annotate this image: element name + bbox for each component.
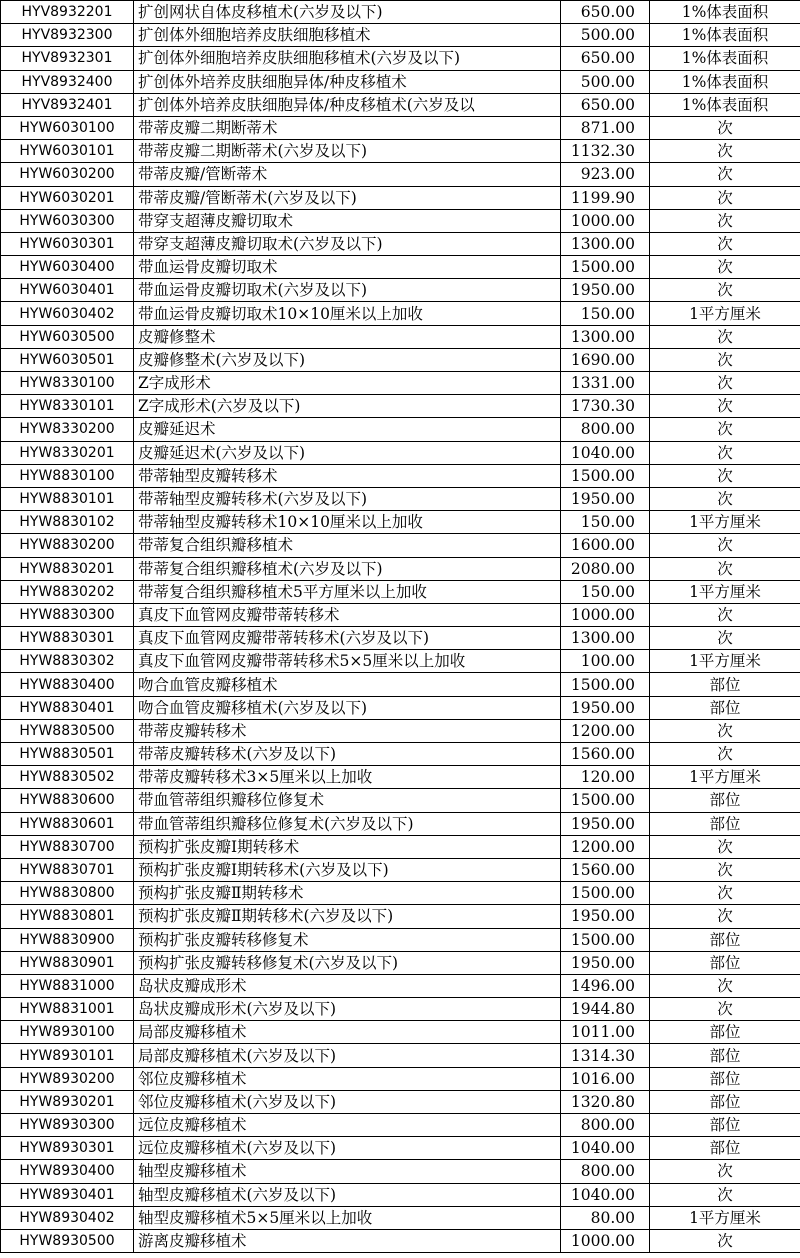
item-code-cell: HYW6030300 [1,209,134,232]
unit-cell: 次 [650,743,800,766]
price-cell: 1300.00 [561,627,650,650]
price-cell: 1500.00 [561,789,650,812]
table-row [1,603,800,626]
price-cell: 150.00 [561,580,650,603]
item-name-cell: 远位皮瓣移植术 [134,1114,561,1137]
item-name-cell: 预构扩张皮瓣Ⅰ期转移术(六岁及以下) [134,858,561,881]
item-name-cell: 岛状皮瓣成形术(六岁及以下) [134,998,561,1021]
item-name-cell: 真皮下血管网皮瓣带蒂转移术5×5厘米以上加收 [134,650,561,673]
item-name-cell: 带血运骨皮瓣切取术10×10厘米以上加收 [134,302,561,325]
item-code-cell: HYW8830100 [1,464,134,487]
item-name-cell: 预构扩张皮瓣Ⅱ期转移术(六岁及以下) [134,905,561,928]
item-name-cell: 皮瓣修整术 [134,325,561,348]
item-name-cell: 真皮下血管网皮瓣带蒂转移术(六岁及以下) [134,627,561,650]
price-cell: 1950.00 [561,951,650,974]
unit-cell: 次 [650,325,800,348]
item-code-cell: HYW8831000 [1,974,134,997]
table-row [1,1137,800,1160]
item-code-cell: HYW8930402 [1,1206,134,1229]
table-row [1,673,800,696]
item-name-cell: 皮瓣修整术(六岁及以下) [134,348,561,371]
item-name-cell: 岛状皮瓣成形术 [134,974,561,997]
price-cell: 1000.00 [561,1229,650,1252]
unit-cell: 部位 [650,928,800,951]
unit-cell: 次 [650,441,800,464]
table-row [1,70,800,93]
unit-cell: 1%体表面积 [650,1,800,24]
price-cell: 1314.30 [561,1044,650,1067]
price-cell: 1200.00 [561,835,650,858]
price-cell: 1016.00 [561,1067,650,1090]
table-row [1,256,800,279]
item-code-cell: HYV8932300 [1,24,134,47]
price-cell: 1560.00 [561,743,650,766]
table-row [1,928,800,951]
unit-cell: 次 [650,627,800,650]
table-row [1,580,800,603]
item-name-cell: Z字成形术 [134,372,561,395]
table-row [1,47,800,70]
item-code-cell: HYW8830800 [1,882,134,905]
table-row [1,1067,800,1090]
unit-cell: 部位 [650,812,800,835]
table-row [1,905,800,928]
table-row [1,951,800,974]
unit-cell: 次 [650,418,800,441]
item-code-cell: HYW8830202 [1,580,134,603]
table-row [1,24,800,47]
unit-cell: 次 [650,163,800,186]
table-row [1,232,800,255]
price-cell: 150.00 [561,302,650,325]
item-code-cell: HYW8930201 [1,1090,134,1113]
table-row [1,1114,800,1137]
unit-cell: 次 [650,1183,800,1206]
table-row [1,719,800,742]
item-name-cell: Z字成形术(六岁及以下) [134,395,561,418]
table-row [1,882,800,905]
price-cell: 1950.00 [561,905,650,928]
item-code-cell: HYW8830101 [1,487,134,510]
price-cell: 1950.00 [561,279,650,302]
unit-cell: 次 [650,395,800,418]
unit-cell: 次 [650,557,800,580]
price-cell: 500.00 [561,24,650,47]
item-code-cell: HYW8830201 [1,557,134,580]
unit-cell: 部位 [650,673,800,696]
unit-cell: 部位 [650,789,800,812]
price-cell: 1000.00 [561,209,650,232]
price-cell: 923.00 [561,163,650,186]
item-code-cell: HYW8330201 [1,441,134,464]
unit-cell: 1平方厘米 [650,511,800,534]
item-code-cell: HYW8930400 [1,1160,134,1183]
price-cell: 1560.00 [561,858,650,881]
item-code-cell: HYW8831001 [1,998,134,1021]
item-name-cell: 带蒂皮瓣/管断蒂术 [134,163,561,186]
unit-cell: 1%体表面积 [650,93,800,116]
table-row [1,511,800,534]
unit-cell: 1%体表面积 [650,24,800,47]
price-cell: 1040.00 [561,1137,650,1160]
unit-cell: 1平方厘米 [650,580,800,603]
price-cell: 1500.00 [561,464,650,487]
item-name-cell: 预构扩张皮瓣Ⅱ期转移术 [134,882,561,905]
price-cell: 500.00 [561,70,650,93]
table-row [1,534,800,557]
item-name-cell: 真皮下血管网皮瓣带蒂转移术 [134,603,561,626]
item-code-cell: HYW6030201 [1,186,134,209]
item-code-cell: HYW8330200 [1,418,134,441]
item-name-cell: 预构扩张皮瓣转移修复术 [134,928,561,951]
unit-cell: 次 [650,835,800,858]
price-cell: 1500.00 [561,882,650,905]
item-code-cell: HYW8930500 [1,1229,134,1252]
price-cell: 1040.00 [561,441,650,464]
price-cell: 1500.00 [561,673,650,696]
price-cell: 650.00 [561,47,650,70]
price-cell: 1300.00 [561,325,650,348]
table-row [1,302,800,325]
item-name-cell: 带血运骨皮瓣切取术(六岁及以下) [134,279,561,302]
item-name-cell: 带穿支超薄皮瓣切取术 [134,209,561,232]
item-code-cell: HYW8830700 [1,835,134,858]
table-row [1,418,800,441]
price-cell: 1950.00 [561,487,650,510]
item-code-cell: HYW8830401 [1,696,134,719]
price-cell: 800.00 [561,418,650,441]
item-code-cell: HYW8830601 [1,812,134,835]
unit-cell: 1平方厘米 [650,1206,800,1229]
price-cell: 2080.00 [561,557,650,580]
unit-cell: 次 [650,209,800,232]
table-row [1,163,800,186]
price-cell: 1040.00 [561,1183,650,1206]
price-cell: 150.00 [561,511,650,534]
item-code-cell: HYV8932400 [1,70,134,93]
item-name-cell: 扩创网状自体皮移植术(六岁及以下) [134,1,561,24]
table-row [1,116,800,139]
table-row [1,789,800,812]
item-code-cell: HYW6030402 [1,302,134,325]
item-name-cell: 带蒂复合组织瓣移植术 [134,534,561,557]
item-name-cell: 扩创体外培养皮肤细胞异体/种皮移植术 [134,70,561,93]
item-code-cell: HYW8830500 [1,719,134,742]
table-row [1,650,800,673]
item-name-cell: 轴型皮瓣移植术5×5厘米以上加收 [134,1206,561,1229]
unit-cell: 次 [650,279,800,302]
price-cell: 80.00 [561,1206,650,1229]
item-code-cell: HYW8930100 [1,1021,134,1044]
price-cell: 1500.00 [561,928,650,951]
price-cell: 1200.00 [561,719,650,742]
item-code-cell: HYW8830300 [1,603,134,626]
item-name-cell: 吻合血管皮瓣移植术(六岁及以下) [134,696,561,719]
item-code-cell: HYW8830302 [1,650,134,673]
unit-cell: 部位 [650,1044,800,1067]
item-name-cell: 局部皮瓣移植术(六岁及以下) [134,1044,561,1067]
price-cell: 120.00 [561,766,650,789]
item-name-cell: 带蒂轴型皮瓣转移术(六岁及以下) [134,487,561,510]
unit-cell: 次 [650,882,800,905]
price-cell: 1320.80 [561,1090,650,1113]
unit-cell: 1平方厘米 [650,302,800,325]
item-name-cell: 带穿支超薄皮瓣切取术(六岁及以下) [134,232,561,255]
table-row [1,766,800,789]
price-cell: 650.00 [561,93,650,116]
unit-cell: 1%体表面积 [650,70,800,93]
item-code-cell: HYW8830102 [1,511,134,534]
table-row [1,858,800,881]
item-code-cell: HYW8830200 [1,534,134,557]
table-row [1,1160,800,1183]
unit-cell: 次 [650,116,800,139]
table-row [1,696,800,719]
unit-cell: 部位 [650,1114,800,1137]
table-row [1,557,800,580]
table-row [1,279,800,302]
item-name-cell: 带蒂复合组织瓣移植术5平方厘米以上加收 [134,580,561,603]
item-name-cell: 局部皮瓣移植术 [134,1021,561,1044]
price-cell: 800.00 [561,1160,650,1183]
item-code-cell: HYW8330101 [1,395,134,418]
unit-cell: 部位 [650,1021,800,1044]
unit-cell: 次 [650,719,800,742]
item-code-cell: HYW8830701 [1,858,134,881]
item-code-cell: HYW8930300 [1,1114,134,1137]
price-cell: 1331.00 [561,372,650,395]
unit-cell: 次 [650,487,800,510]
price-cell: 100.00 [561,650,650,673]
unit-cell: 1%体表面积 [650,47,800,70]
table-row [1,974,800,997]
item-name-cell: 带蒂皮瓣二期断蒂术(六岁及以下) [134,140,561,163]
item-name-cell: 邻位皮瓣移植术(六岁及以下) [134,1090,561,1113]
item-name-cell: 带蒂复合组织瓣移植术(六岁及以下) [134,557,561,580]
unit-cell: 次 [650,1229,800,1252]
table-row [1,348,800,371]
price-cell: 1011.00 [561,1021,650,1044]
price-cell: 1000.00 [561,603,650,626]
unit-cell: 部位 [650,696,800,719]
price-cell: 1496.00 [561,974,650,997]
item-name-cell: 带蒂轴型皮瓣转移术10×10厘米以上加收 [134,511,561,534]
table-row [1,1,800,24]
table-row [1,1021,800,1044]
item-code-cell: HYW8930301 [1,1137,134,1160]
item-name-cell: 带蒂皮瓣转移术3×5厘米以上加收 [134,766,561,789]
unit-cell: 次 [650,905,800,928]
price-cell: 1950.00 [561,696,650,719]
unit-cell: 次 [650,186,800,209]
item-code-cell: HYW8830901 [1,951,134,974]
item-code-cell: HYW8830600 [1,789,134,812]
price-cell: 800.00 [561,1114,650,1137]
item-code-cell: HYW6030400 [1,256,134,279]
price-table-body [1,1,800,1253]
item-name-cell: 远位皮瓣移植术(六岁及以下) [134,1137,561,1160]
item-name-cell: 扩创体外细胞培养皮肤细胞移植术(六岁及以下) [134,47,561,70]
price-cell: 1944.80 [561,998,650,1021]
item-code-cell: HYW6030501 [1,348,134,371]
table-row [1,209,800,232]
item-code-cell: HYW8830502 [1,766,134,789]
unit-cell: 部位 [650,1067,800,1090]
price-cell: 1730.30 [561,395,650,418]
price-cell: 1132.30 [561,140,650,163]
item-name-cell: 轴型皮瓣移植术 [134,1160,561,1183]
unit-cell: 次 [650,256,800,279]
unit-cell: 次 [650,974,800,997]
table-row [1,1044,800,1067]
table-row [1,464,800,487]
table-row [1,186,800,209]
unit-cell: 次 [650,372,800,395]
table-row [1,372,800,395]
table-row [1,835,800,858]
table-row [1,1206,800,1229]
item-name-cell: 皮瓣延迟术(六岁及以下) [134,441,561,464]
table-row [1,1090,800,1113]
item-name-cell: 皮瓣延迟术 [134,418,561,441]
unit-cell: 次 [650,603,800,626]
item-name-cell: 带血管蒂组织瓣移位修复术(六岁及以下) [134,812,561,835]
item-name-cell: 带蒂轴型皮瓣转移术 [134,464,561,487]
table-row [1,93,800,116]
unit-cell: 次 [650,534,800,557]
item-code-cell: HYW8330100 [1,372,134,395]
unit-cell: 次 [650,464,800,487]
table-row [1,1229,800,1252]
item-code-cell: HYW8830801 [1,905,134,928]
item-code-cell: HYW6030101 [1,140,134,163]
price-cell: 1300.00 [561,232,650,255]
unit-cell: 次 [650,140,800,163]
item-name-cell: 预构扩张皮瓣转移修复术(六岁及以下) [134,951,561,974]
item-name-cell: 带血运骨皮瓣切取术 [134,256,561,279]
unit-cell: 部位 [650,951,800,974]
item-code-cell: HYW8930200 [1,1067,134,1090]
table-row [1,325,800,348]
item-code-cell: HYW6030100 [1,116,134,139]
price-cell: 1199.90 [561,186,650,209]
item-code-cell: HYW8930101 [1,1044,134,1067]
item-name-cell: 带蒂皮瓣/管断蒂术(六岁及以下) [134,186,561,209]
price-cell: 871.00 [561,116,650,139]
unit-cell: 次 [650,858,800,881]
price-cell: 1600.00 [561,534,650,557]
unit-cell: 部位 [650,1090,800,1113]
item-code-cell: HYW8830501 [1,743,134,766]
table-row [1,441,800,464]
table-row [1,395,800,418]
item-name-cell: 带蒂皮瓣二期断蒂术 [134,116,561,139]
item-name-cell: 游离皮瓣移植术 [134,1229,561,1252]
item-code-cell: HYW6030200 [1,163,134,186]
item-code-cell: HYW8830400 [1,673,134,696]
item-name-cell: 带蒂皮瓣转移术 [134,719,561,742]
price-cell: 1690.00 [561,348,650,371]
item-code-cell: HYW8830900 [1,928,134,951]
unit-cell: 次 [650,998,800,1021]
item-name-cell: 扩创体外细胞培养皮肤细胞移植术 [134,24,561,47]
item-name-cell: 带血管蒂组织瓣移位修复术 [134,789,561,812]
table-row [1,1183,800,1206]
table-row [1,627,800,650]
table-row [1,140,800,163]
item-name-cell: 轴型皮瓣移植术(六岁及以下) [134,1183,561,1206]
price-cell: 1950.00 [561,812,650,835]
item-name-cell: 带蒂皮瓣转移术(六岁及以下) [134,743,561,766]
table-row [1,487,800,510]
item-code-cell: HYW8830301 [1,627,134,650]
item-name-cell: 吻合血管皮瓣移植术 [134,673,561,696]
item-name-cell: 扩创体外培养皮肤细胞异体/种皮移植术(六岁及以 [134,93,561,116]
table-row [1,812,800,835]
item-code-cell: HYV8932201 [1,1,134,24]
item-code-cell: HYW6030401 [1,279,134,302]
unit-cell: 1平方厘米 [650,766,800,789]
item-code-cell: HYW6030500 [1,325,134,348]
price-cell: 1500.00 [561,256,650,279]
unit-cell: 次 [650,348,800,371]
unit-cell: 1平方厘米 [650,650,800,673]
item-name-cell: 邻位皮瓣移植术 [134,1067,561,1090]
unit-cell: 次 [650,232,800,255]
unit-cell: 部位 [650,1137,800,1160]
item-code-cell: HYV8932301 [1,47,134,70]
table-row [1,743,800,766]
table-row [1,998,800,1021]
item-code-cell: HYV8932401 [1,93,134,116]
unit-cell: 次 [650,1160,800,1183]
item-code-cell: HYW6030301 [1,232,134,255]
item-name-cell: 预构扩张皮瓣Ⅰ期转移术 [134,835,561,858]
price-cell: 650.00 [561,1,650,24]
item-code-cell: HYW8930401 [1,1183,134,1206]
